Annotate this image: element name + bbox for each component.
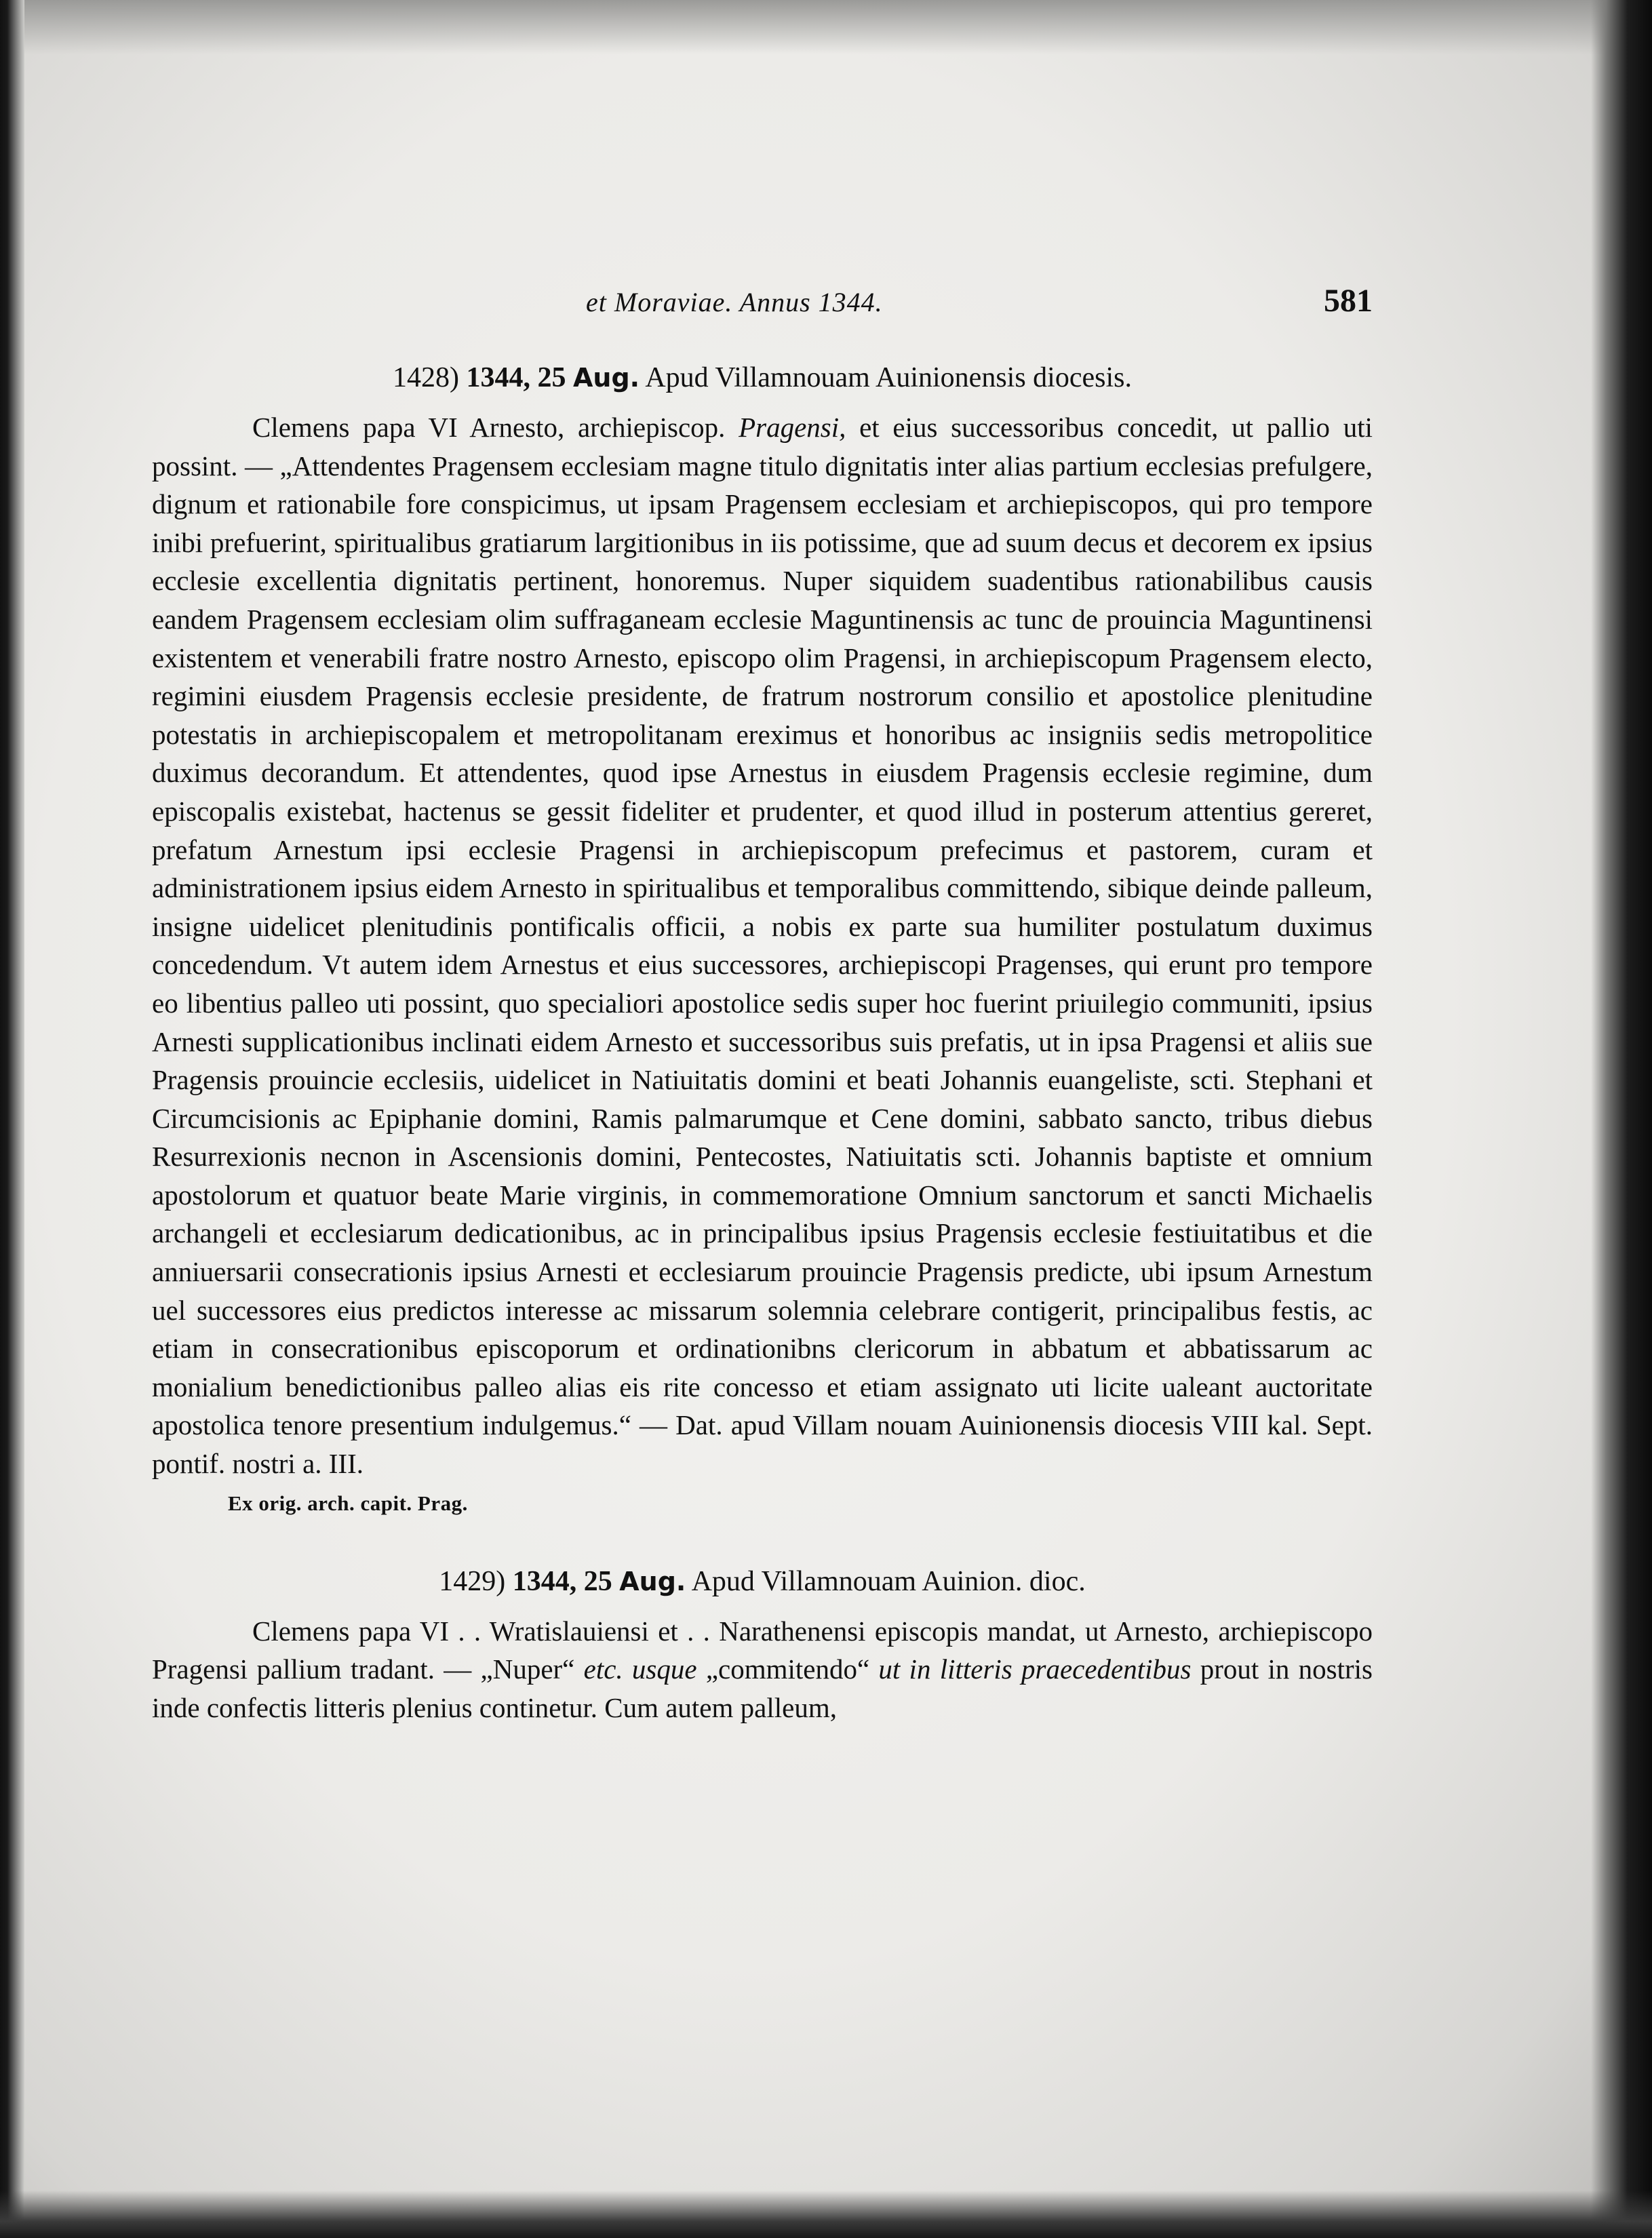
scan-shadow-bottom — [0, 2191, 1652, 2238]
regest-start: Clemens papa VI . . Wratislauiensi et . . Narathenensi episcopis mandat, ut Arnesto, archiepiscopo Pragensi pallium tradant. — „Nuper“ — [152, 1615, 1373, 1685]
entry-month: Aug. — [619, 1566, 686, 1596]
page-number: 581 — [1324, 283, 1373, 319]
running-head-title: et Moraviae. Annus 1344. — [586, 287, 883, 317]
scan-shadow-left — [0, 0, 24, 2238]
entry-place: Apud Villamnouam Auinion. dioc. — [691, 1565, 1086, 1597]
italic-ut-in-litteris: ut in litteris praecedentibus — [878, 1653, 1192, 1685]
document-text: prout in nostris inde confectis litteris plenius continetur. Cum autem palleum, — [152, 1653, 1373, 1723]
document-text: et eius successoribus concedit, ut pallio uti possint. — „Attendentes Pragensem ecclesiam magne titulo dignitatis inter alias partium ecclesias prefulgere, dignum et rationabile fore conspicimus, ut ipsam Pragensem ecclesiam et archiepiscopos, qui pro tempore inibi prefuerint, spiritualibus gratiarum largitionibus in iis potissime, que ad suum decus et decorem ex ipsius ecclesie excellentia dignitatis pertinent, honoremus. Nuper siquidem suadentibus rationabilibus causis eandem Pragensem ecclesiam olim suffraganeam ecclesie Maguntinensis ac tunc de prouincia Maguntinensi existentem et venerabili fratre nostro Arnesto, episcopo olim Pragensi, in archiepiscopum Pragensem electo, regimini eiusdem Pragensis ecclesie presidente, de fratrum nostrorum consilio et apostolice plenitudine potestatis in archiepiscopalem et metropolitanam ereximus et honoribus ac insigniis sedis metropolitice duximus decorandum. Et attendentes, quod ipse Arnestus in eiusdem Pragensis ecclesie regimine, dum episcopalis existebat, hactenus se gessit fideliter et prudenter, et quod illud in posterum attentius gereret, prefatum Arnestum ipsi ecclesie Pragensi in archiepiscopum prefecimus et pastorem, curam et administrationem ipsius eidem Arnesto in spiritualibus et temporalibus committendo, sibique deinde palleum, insigne uidelicet plenitudinis pontificalis officii, a nobis ex parte sua humiliter postulatum duximus concedendum. Vt autem idem Arnestus et eius successores, archiepiscopi Pragenses, qui erunt pro tempore eo libentius palleo uti possint, quo specialiori apostolice sedis super hoc fuerint priuilegio communiti, ipsius Arnesti supplicationibus inclinati eidem Arnesto et successoribus suis prefatis, ut in ipsa Pragensi et aliis sue Pragensis prouincie ecclesiis, uidelicet in Natiuitatis domini et beati Johannis euangeliste, scti. Stephani et Circumcisionis ac Epiphanie domini, Ramis palmarumque et Cene domini, sabbato sancto, tribus diebus Resurrexionis necnon in Ascensionis domini, Pentecostes, Natiuitatis scti. Johannis baptiste et omnium apostolorum et quatuor beate Marie virginis, in commemoratione Omnium sanctorum et sancti Michaelis archangeli et ecclesiarum dedicationibus, ac in principalibus ipsius Pragensis ecclesie festiuitatibus et die anniuersarii consecrationis ipsius Arnesti et ecclesiarum prouincie Pragensis predicte, ubi ipsum Arnestum uel successores eius predictos interesse ac missarum solemnia celebrare contigerit, principalibus festis, ac etiam in consecrationibus episcoporum et ordinationibns clericorum in abbatum et abbatissarum ac monialium benedictionibus palleo alias eis rite concesso et etiam assignato uti licite ualeant auctoritate apostolica tenore presentium indulgemus.“ — Dat. apud Villam nouam Auinionensis diocesis VIII kal. Sept. pontif. nostri a. III. — [152, 412, 1373, 1480]
regest-start: Clemens papa VI Arnesto, archiepiscop. — [252, 412, 726, 443]
scan-shadow-top — [0, 0, 1652, 54]
text-block — [152, 269, 1373, 1727]
entry-number: 1429) — [439, 1565, 506, 1597]
entry-date: 1344, 25 — [512, 1565, 612, 1597]
entry-1428-text — [152, 408, 1373, 1483]
entry-1429-text — [152, 1612, 1373, 1727]
entry-place: Apud Villamnouam Auinionensis diocesis. — [645, 362, 1132, 393]
italic-etc-usque: etc. usque — [583, 1653, 697, 1685]
entry-number: 1428) — [393, 362, 460, 393]
quote-commitendo: „commitendo“ — [705, 1653, 870, 1685]
running-head — [152, 269, 1373, 330]
entry-1429-heading — [152, 1562, 1373, 1601]
source-note: Ex orig. arch. capit. Prag. — [228, 1491, 468, 1515]
entry-month: Aug. — [573, 363, 640, 393]
regest-italic-pragensi: Pragensi, — [739, 412, 846, 443]
scan-shadow-right — [1591, 0, 1652, 2238]
entry-1428-heading — [152, 358, 1373, 397]
entry-date: 1344, 25 — [466, 362, 566, 393]
